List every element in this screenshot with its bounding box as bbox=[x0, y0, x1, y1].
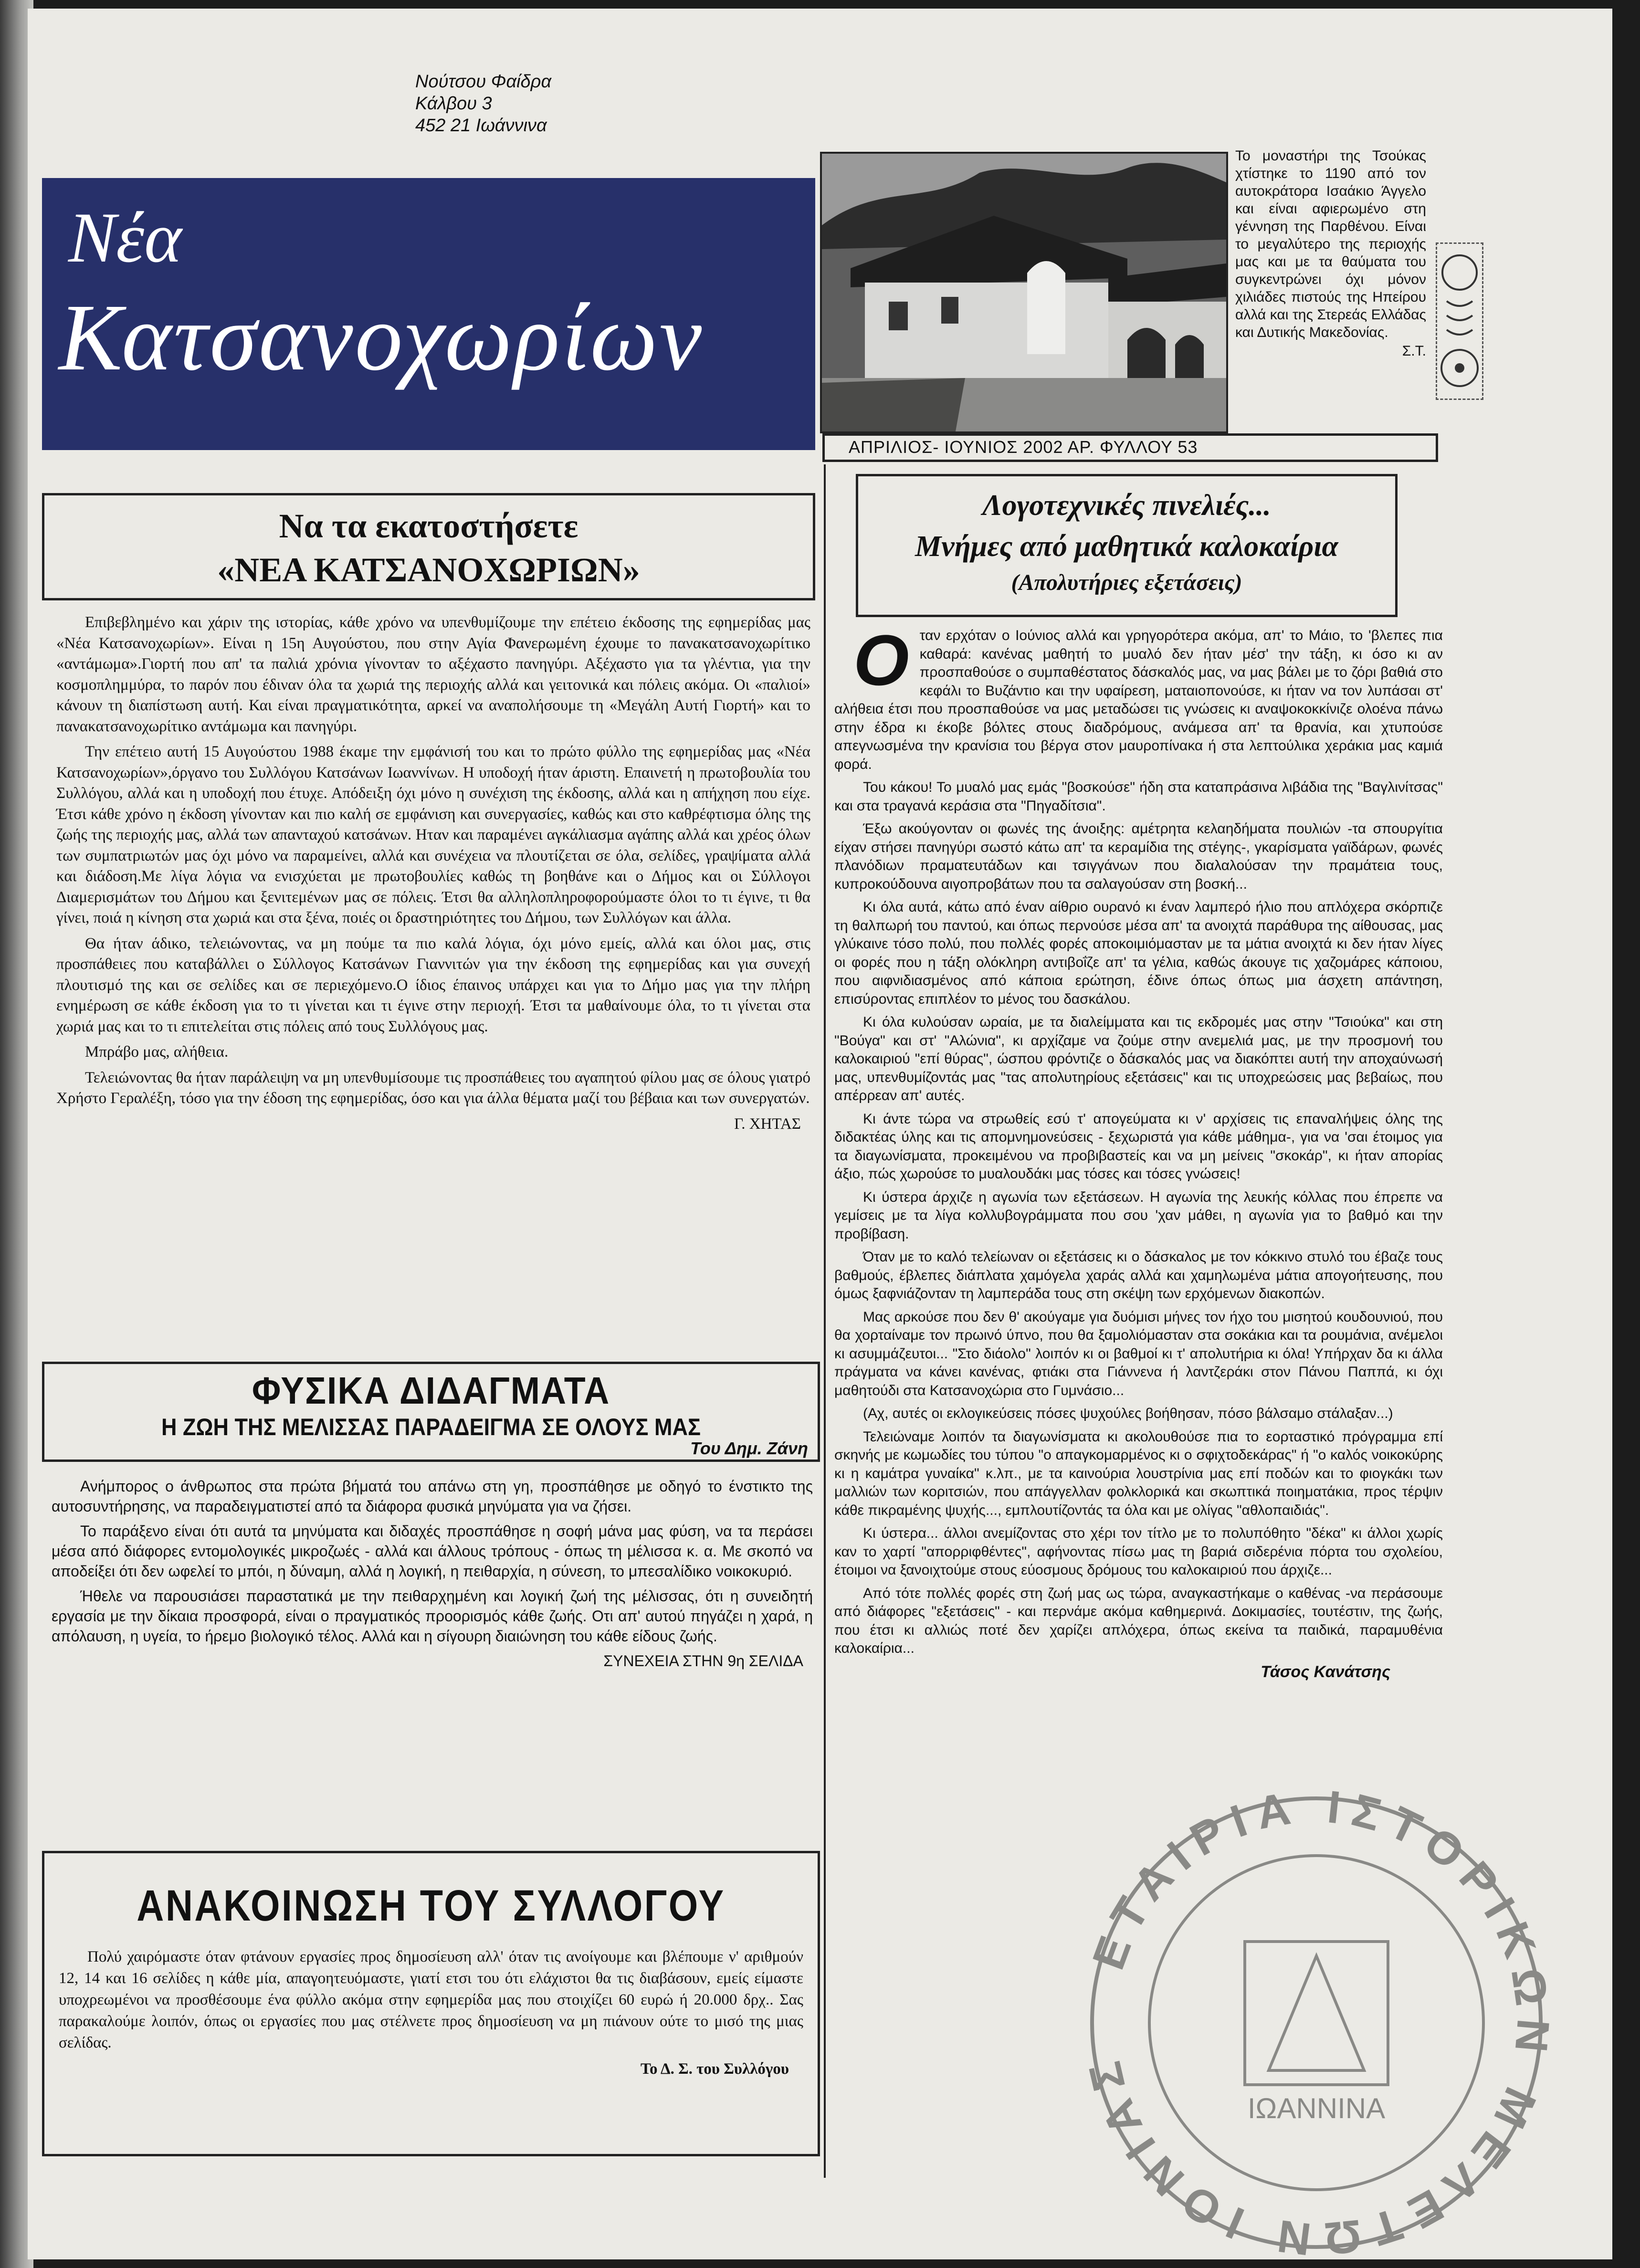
monastery-photo bbox=[820, 152, 1228, 433]
memories-paragraph: Κι όλα αυτά, κάτω από έναν αίθριο ουρανό κι έναν λαμπερό ήλιο που απλόχερα σκόρπιζε τη θαλπωρή του παντού, και όπως περνούσε μέσα απ' τα ανοιχτά παράθυρα της αίθουσας, μας γλύκαινε τόσο πολύ, που πολλές φορές αποκοιμιόμασταν με τα μάτια ανοιχτά κι δεν ήταν λίγες οι φορές που η τάξη ολόκληρη αντιβοΐζε απ' τα γέλια, καθώς άκουγε τις χαζομάρες κάποιου, που αιφνιδιασμένος από κάποια ερώτηση, έδινε όπως όπως μια άσχετη απάντηση, επισύροντας επιπλέον το μένος του δασκάλου. bbox=[834, 899, 1443, 1007]
address-block bbox=[415, 71, 616, 136]
memories-paragraph: Κι ύστερα άρχιζε η αγωνία των εξετάσεων. Η αγωνία της λευκής κόλλας που έπρεπε να γεμίσεις με τα λίγα κολλυβογράμματα που σου 'χαν μάθει, η αγωνία για το βαθμό και την προβίβαση. bbox=[834, 1189, 1443, 1242]
announcement-headline: ΑΝΑΚΟΙΝΩΣΗ ΤΟΥ ΣΥΛΛΟΓΟΥ bbox=[137, 1881, 725, 1930]
memories-paragraph: Όταν με το καλό τελείωναν οι εξετάσεις κι ο δάσκαλος με τον κόκκινο στυλό του έβαζε τους βαθμούς, έβλεπες διάπλατα χαμόγελα χαράς αλλά και χαμηλωμένα μάτια απογοήτευσης, που όμως ξαφνιάζονταν τη λαμπεράδα τους στη σκέψη των ερχόμενων διακοπών. bbox=[834, 1249, 1443, 1302]
memories-paragraph: Κι ύστερα... άλλοι ανεμίζοντας στο χέρι τον τίτλο με το πολυπόθητο "δέκα" κι άλλοι χωρίς καν το χαρτί "απορριφθέντες", αφήνοντας πίσω μας τη βαριά σιδερένια πόρτα του σχολείου, έτοιμοι να ξανοιχτούμε στους εύοσμους δρόμους του καλοκαιριού που άρχιζε... bbox=[834, 1525, 1443, 1578]
physics-body bbox=[52, 1476, 813, 1671]
memories-headline-2: Μνήμες από μαθητικά καλοκαίρια bbox=[915, 530, 1338, 563]
memories-paragraph: ταν ερχόταν ο Ιούνιος αλλά και γρηγορότερα ακόμα, απ' το Μάιο, το 'βλεπες πια καθαρά: κανένας μαθητή το μυαλό δεν ήταν μέσ' την τάξη, κι όσο κι αν προσπαθούσε ο συμπαθέστατος δάσκαλός μας, να μας βάλει με το ζόρι βαθιά στο κεφάλι το Βυζάντιο και την υφαίρεση, ματαιοπονούσε, κι ήταν να τον λυπάσαι στ' αλήθεια έτσι που προσπαθούσε να μας μεταδώσει τις γνώσεις κι αναψοκοκκίνιζε ολοένα πάνω στην έδρα κι έκοβε βόλτες στους διαδρόμους, ανάμεσα απ' τα θρανία, και χτυπούσε απεγνωσμένα την κρανίσια του βέργα στον μαυροπίνακα ή στα λεπτούλικα χεράκια μας καμιά φορά. bbox=[834, 628, 1443, 772]
anniversary-body bbox=[56, 612, 810, 1134]
announcement-text: Πολύ χαιρόμαστε όταν φτάνουν εργασίες προς δημοσίευση αλλ' όταν τις ανοίγουμε και βλέπουμε ν' αριθμούν 12, 14 και 16 σελίδες η κάθε μία, απαγοητευόμαστε, γιατί ετσι του ότι ελάχιστοι θα τις διαβάσουν, εμείς είμαστε υποχρεωμένοι να προσθέσουμε ένα φύλλο ακόμα στην εφημερίδα μας που στοιχίζει 60 ευρώ ή 20.000 δρχ.. Σας παρακαλούμε λοιπόν, όπως οι εργασίες που μας στέλνετε προς δημοσίευση να μη πιάνουν ούτε το μισό της μιας σελίδας. bbox=[59, 1948, 803, 2051]
anniversary-paragraph: Την επέτειο αυτή 15 Αυγούστου 1988 έκαμε την εμφάνισή του και το πρώτο φύλλο της εφημερίδας μας «Νέα Κατσανοχωρίων»,όργανο του Συλλόγου Κατσάνων Ιωαννίνων. Η υποδοχή ήταν άριστη. Επαινετή η πρωτοβουλία του Συλλόγου, αλλά και η υποδοχή που έτυχε. Απόδειξη όχι μόνο η συνέχιση της έκδοσης, αλλά και η απήχηση που είχε. Έτσι κάθε χρόνο η έκδοση γίνονταν και πιο καλή σε εμφάνιση και συνεργασίες, καθώς και στο καθρέφτισμα όλης της ζωής της περιοχής μας, αλλά των απανταχού κατσάνων. Ηταν και παραμένει αγκάλιασμα αγάπης αλλά και χρέος όλων των συμπατριωτών μας όχι μόνο να παραμείνει, αλλά και συνέχεια να πλουτίζεται σε όλα, σελίδες, γραψίματα αλλά και διάδοση.Με λίγα λόγια να ενισχύεται με πρωτοβουλίες καθώς τη βοηθάνε και ο Δήμος και οι Σύλλογοι Διαμερισμάτων του Δήμου και ξενιτεμένων μας σε πόλεις. Έτσι θα αλληλοπληροφορούμαστε όλοι το τι έγινε, τι θα γίνει, ποιά η κίνηση στα χωριά και στα ξένα, ποιές οι δραστηριότητες του Δήμου, των Συλλόγων και άλλα. bbox=[56, 743, 810, 926]
anniversary-signature: Γ. ΧΗΤΑΣ bbox=[734, 1115, 801, 1133]
physics-paragraph: Ήθελε να παρουσιάσει παραστατικά με την πειθαρχημένη και λογική ζωή της μέλισσας, ότι η συνειδητή εργασία με την δίκαια προσφορά, είναι ο πραγματικός προορισμός κάθε ζωής. Οτι απ' αυτού πηγάζει η χαρά, η απόλαυση, η υγεία, το ήρεμο βιολογικό τέλος. Αλλά και η σίγουρη διαιώνηση του κάθε είδους ζωής. bbox=[52, 1587, 813, 1645]
anniversary-headline-2: «ΝΕΑ ΚΑΤΣΑΝΟΧΩΡΙΩΝ» bbox=[217, 551, 640, 589]
issue-date-number: ΑΠΡΙΛΙΟΣ- ΙΟΥΝΙΟΣ 2002 ΑΡ. ΦΥΛΛΟΥ 53 bbox=[849, 437, 1198, 457]
newspaper-page bbox=[28, 9, 1612, 2259]
photo-caption-signature: Σ.Τ. bbox=[1402, 343, 1426, 359]
column-divider bbox=[824, 464, 826, 2178]
monastery-illustration bbox=[822, 154, 1226, 431]
photo-caption bbox=[1235, 147, 1426, 360]
masthead-title-katsanochorion: Κατσανοχωρίων bbox=[59, 285, 704, 390]
masthead-title-nea: Νέα bbox=[68, 198, 182, 277]
memories-paragraph: Του κάκου! Το μυαλό μας εμάς "βοσκούσε" ήδη στα καταπράσινα λιβάδια της "Βαγλινίτσας" και στα τραγανά κεράσια στα "Πηγαδίτσια". bbox=[834, 779, 1443, 814]
anniversary-headline-box bbox=[42, 493, 815, 600]
address-street: Κάλβου 3 bbox=[415, 94, 492, 114]
memories-paragraph: Μας αρκούσε που δεν θ' ακούγαμε για δυόμισι μήνες τον ήχο του μισητού κουδουνιού, που θα χορταίναμε τον πρωινό ύπνο, που θα ξαμολιόμασταν στα σοκάκια και τα ρουμάνια, ανέμελοι κι ασυμμάζευτοι... "Στο διάολο" λοιπόν κι οι βαθμοί κι τ' απολυτήρια κι όλα! Υπήρχαν δα κι άλλα πράγματα να κάνει κανένας, φτιάκι στα Γιάννενα ή λαντζεράκι στον Πάνου Παππά, κι όχι μαθητούδι στα Κατσανοχώρια στο Γυμνάσιο... bbox=[834, 1309, 1443, 1398]
address-name: Νούτσου Φαίδρα bbox=[415, 72, 552, 92]
postage-stamp bbox=[1436, 242, 1483, 400]
physics-headline-2: Η ΖΩΗ ΤΗΣ ΜΕΛΙΣΣΑΣ ΠΑΡΑΔΕΙΓΜΑ ΣΕ ΟΛΟΥΣ ΜΑΣ bbox=[161, 1414, 701, 1440]
memories-headline-3: (Απολυτήριες εξετάσεις) bbox=[1011, 570, 1242, 595]
memories-paragraph: Από τότε πολλές φορές στη ζωή μας ως τώρα, αναγκαστήκαμε ο καθένας -να περάσουμε από διάφορες "εξετάσεις" - και περνάμε ακόμα καθημερινά. Δοκιμασίες, τουτέστιν, της ζωής, που έτσι κι αλλιώς ποτέ δεν χαρίζει απλόχερα, όπως εκείνα τα παιδικά, παραμυθένια καλοκαίρια... bbox=[834, 1585, 1443, 1656]
memories-paragraph: Κι όλα κυλούσαν ωραία, με τα διαλείμματα και τις εκδρομές μας στην "Τσιούκα" και στη "Βούγα" και στ' "Αλώνια", κι αρχίζαμε να ζούμε στην ανεμελιά μας, με την προσμονή του καλοκαιριού "επί θύρας", ώσπου φρόντιζε ο δάσκαλός μας να διακόπτει αυτή την αποχαύνωσή μας, υπενθυμίζοντάς μας "τας απολυτηρίους εξετάσεις" και τις υποχρεώσεις μας βεβαίως, που απέρρεαν απ' αυτές. bbox=[834, 1014, 1443, 1103]
announcement-signature: Το Δ. Σ. του Συλλόγου bbox=[641, 2060, 789, 2078]
memories-signature: Τάσος Κανάτσης bbox=[1261, 1662, 1390, 1681]
anniversary-paragraph: Θα ήταν άδικο, τελειώνοντας, να μη πούμε τα πιο καλά λόγια, όχι μόνο εμείς, αλλά και όλοι μας, στις προσπάθειες που καταβάλλει ο Σύλλογος Κατσάνων Γιαννιτών για την έκδοση της εφημερίδας και για συνεχή πλουτισμό της και σε σελίδες και σε περιεχόμενο.Ο ίδιος έπαινος υπάρχει και για το Δήμο μας για την πλήρη ενημέρωση σε κάθε έκδοση για το τι γίνεται και τι έγινε στην περιοχή. Έτσι τα μαθαίνουμε όλα, το τι γίνεται στα χωριά μας και το τι επιτελείται στις πόλεις από τους Συλλόγους μας. bbox=[56, 934, 810, 1035]
memories-paragraph: Έξω ακούγονταν οι φωνές της άνοιξης: αμέτρητα κελαηδήματα πουλιών -τα σπουργίτια είχαν στήσει πανηγύρι σωστό κάτω απ' τα κεραμίδια της στέγης-, γκαρίσματα γαϊδάρων, φωνές πλανόδιων πραματευτάδων και τσιγγάνων που διαλαλούσαν την πραμάτεια τους, κυπροκούδουνα αιγοπροβάτων που τα σαλαγούσαν στη βοσκή... bbox=[834, 821, 1443, 892]
physics-continued: ΣΥΝΕΧΕΙΑ ΣΤΗΝ 9η ΣΕΛΙΔΑ bbox=[603, 1652, 803, 1670]
physics-byline: Του Δημ. Ζάνη bbox=[690, 1438, 808, 1458]
issue-line bbox=[822, 433, 1438, 462]
memories-paragraph: Κι άντε τώρα να στρωθείς εσύ τ' απογεύματα κι ν' αρχίσεις τις επαναλήψεις όλης της διδακτέας ύλης και τις απομνημονεύσεις - ξεχωριστά για κάθε μάθημα-, για να 'σαι έτοιμος για τα διαγωνίσματα, προκειμένου να προβιβαστείς και να μη μείνεις "σκοκάρ", κι ήταν απορίας άξιο, πώς χωρούσε το μυαλουδάκι μας τόσες και τόσες γνώσεις! bbox=[834, 1111, 1443, 1182]
svg-text:ΕΤΑΙΡΙΑ ΙΣΤΟΡΙΚΩΝ ΜΕΛΕΤΩΝ ΙΟΝΙ: ΕΤΑΙΡΙΑ ΙΣΤΟΡΙΚΩΝ ΜΕΛΕΤΩΝ ΙΟΝΙΑΣ bbox=[1076, 1784, 1559, 2259]
physics-headline-1: ΦΥΣΙΚΑ ΔΙΔΑΓΜΑΤΑ bbox=[252, 1369, 610, 1412]
memories-headline-1: Λογοτεχνικές πινελιές... bbox=[982, 489, 1271, 522]
svg-text:ΙΩΑΝΝΙΝΑ: ΙΩΑΝΝΙΝΑ bbox=[1247, 2092, 1386, 2124]
memories-paragraph: (Αχ, αυτές οι εκλογικεύσεις πόσες ψυχούλες βοήθησαν, πόσο βάλσαμο στάλαξαν...) bbox=[863, 1406, 1393, 1421]
memories-headline-box bbox=[856, 474, 1398, 617]
announcement-box bbox=[42, 1851, 820, 2156]
anniversary-paragraph: Μπράβο μας, αλήθεια. bbox=[85, 1043, 229, 1060]
library-stamp-seal-icon bbox=[1059, 1784, 1574, 2259]
memories-body bbox=[834, 620, 1443, 1681]
library-stamp bbox=[1059, 1784, 1574, 2259]
anniversary-headline-1: Να τα εκατοστήσετε bbox=[279, 507, 578, 545]
stamp-postmark-icon bbox=[1437, 244, 1482, 399]
physics-paragraph: Ανήμπορος ο άνθρωπος στα πρώτα βήματά του απάνω στη γη, προσπάθησε με οδηγό το ένστικτο της αυτοσυντήρησης, να παραδειγματιστεί από τα διάφορα φυσικά μηνύματα για να ζήσει. bbox=[52, 1478, 813, 1515]
address-city: 452 21 Ιωάννινα bbox=[415, 116, 547, 136]
anniversary-paragraph: Επιβεβλημένο και χάριν της ιστορίας, κάθε χρόνο να υπενθυμίζουμε την επέτειο έκδοσης της εφημερίδας μας «Νέα Κατσανοχωρίων». Είναι η 15η Αυγούστου, που στην Αγία Φανερωμένη έχουμε το πανακατσανοχωρίτικο «αντάμωμα».Γιορτή που απ' τα παλιά χρόνια γίνονταν το αξέχαστο πανηγύρι. Αξέχαστο για τα γλέντια, για την κοσμοπλημμύρα, το παρόν που έδιναν όλα τα χωριά της περιοχής αλλά και γειτονικά και πόλεις ακόμα. Οι «παλιοί» κάνουν τη διαπίστωση αυτή. Και είναι πραγματικότητα, αρκεί να αναπολήσουμε τη «Μεγάλη Αυτή Γιορτή» και το πανακατσανοχωρίτικο αντάμωμα και πανηγύρι. bbox=[56, 614, 810, 735]
masthead bbox=[42, 178, 815, 450]
memories-dropcap: Ο bbox=[853, 620, 909, 700]
memories-paragraph: Τελειώναμε λοιπόν τα διαγωνίσματα κι ακολουθούσε πια το εορταστικό πρόγραμμα επί σκηνής με κωμωδίες του τύπου "ο απαγκομαρμένος κι ο σφιχτοδεκάρας" ή "ο καλός νοικοκύρης κι η καμάτρα γυναίκα" κ.λπ., με τα καινούρια λουστρίνια μας επί ποδών και το φιογκάκι των μαλλιών των κοριτσιών, που απάγγελλαν φολκλορικά και σκωπτικά ποιηματάκια, προς τέρψιν κάθε πικραμένης ψυχής..., εμπλουτίζοντάς τα όλα και με ολίγας "αθλοπαιδιάς". bbox=[834, 1428, 1443, 1518]
photo-caption-text: Το μοναστήρι της Τσούκας χτίστηκε το 1190 από τον αυτοκράτορα Ισαάκιο Άγγελο και είναι αφιερωμένο στη γέννηση της Παρθένου. Είναι το μεγαλύτερο της περιοχής μας και με τα θαύματα του συγκεντρώνει όχι μόνον χιλιάδες πιστούς της Ηπείρου αλλά και της Στερεάς Ελλάδας και Δυτικής Μακεδονίας. bbox=[1235, 148, 1426, 340]
physics-paragraph: Το παράξενο είναι ότι αυτά τα μηνύματα και διδαχές προσπάθησε η σοφή μάνα μας φύση, να τα περάσει μέσα από διάφορες εντομολογικές μικροζωές - αλλά και άλλους τρόπους - όπως τη μέλισσα κ. α. Με σκοπό να αποδείξει ότι δεν ωφελεί το μπόι, η δύναμη, αλλά η λογική, η πειθαρχία, η σύνεση, το μπεσαλίδικο νοικοκυριό. bbox=[52, 1522, 813, 1580]
physics-headline-box bbox=[42, 1362, 820, 1462]
anniversary-paragraph: Τελειώνοντας θα ήταν παράλειψη να μη υπενθυμίσουμε τις προσπάθειες του αγαπητού φίλου μας σε όλους γιατρό Χρήστο Γεραλέξη, τόσο για την έδοση της εφημερίδας, όσο και για άλλα θέματα μαζί του βέβαια και των συνεργατών. bbox=[56, 1069, 810, 1107]
